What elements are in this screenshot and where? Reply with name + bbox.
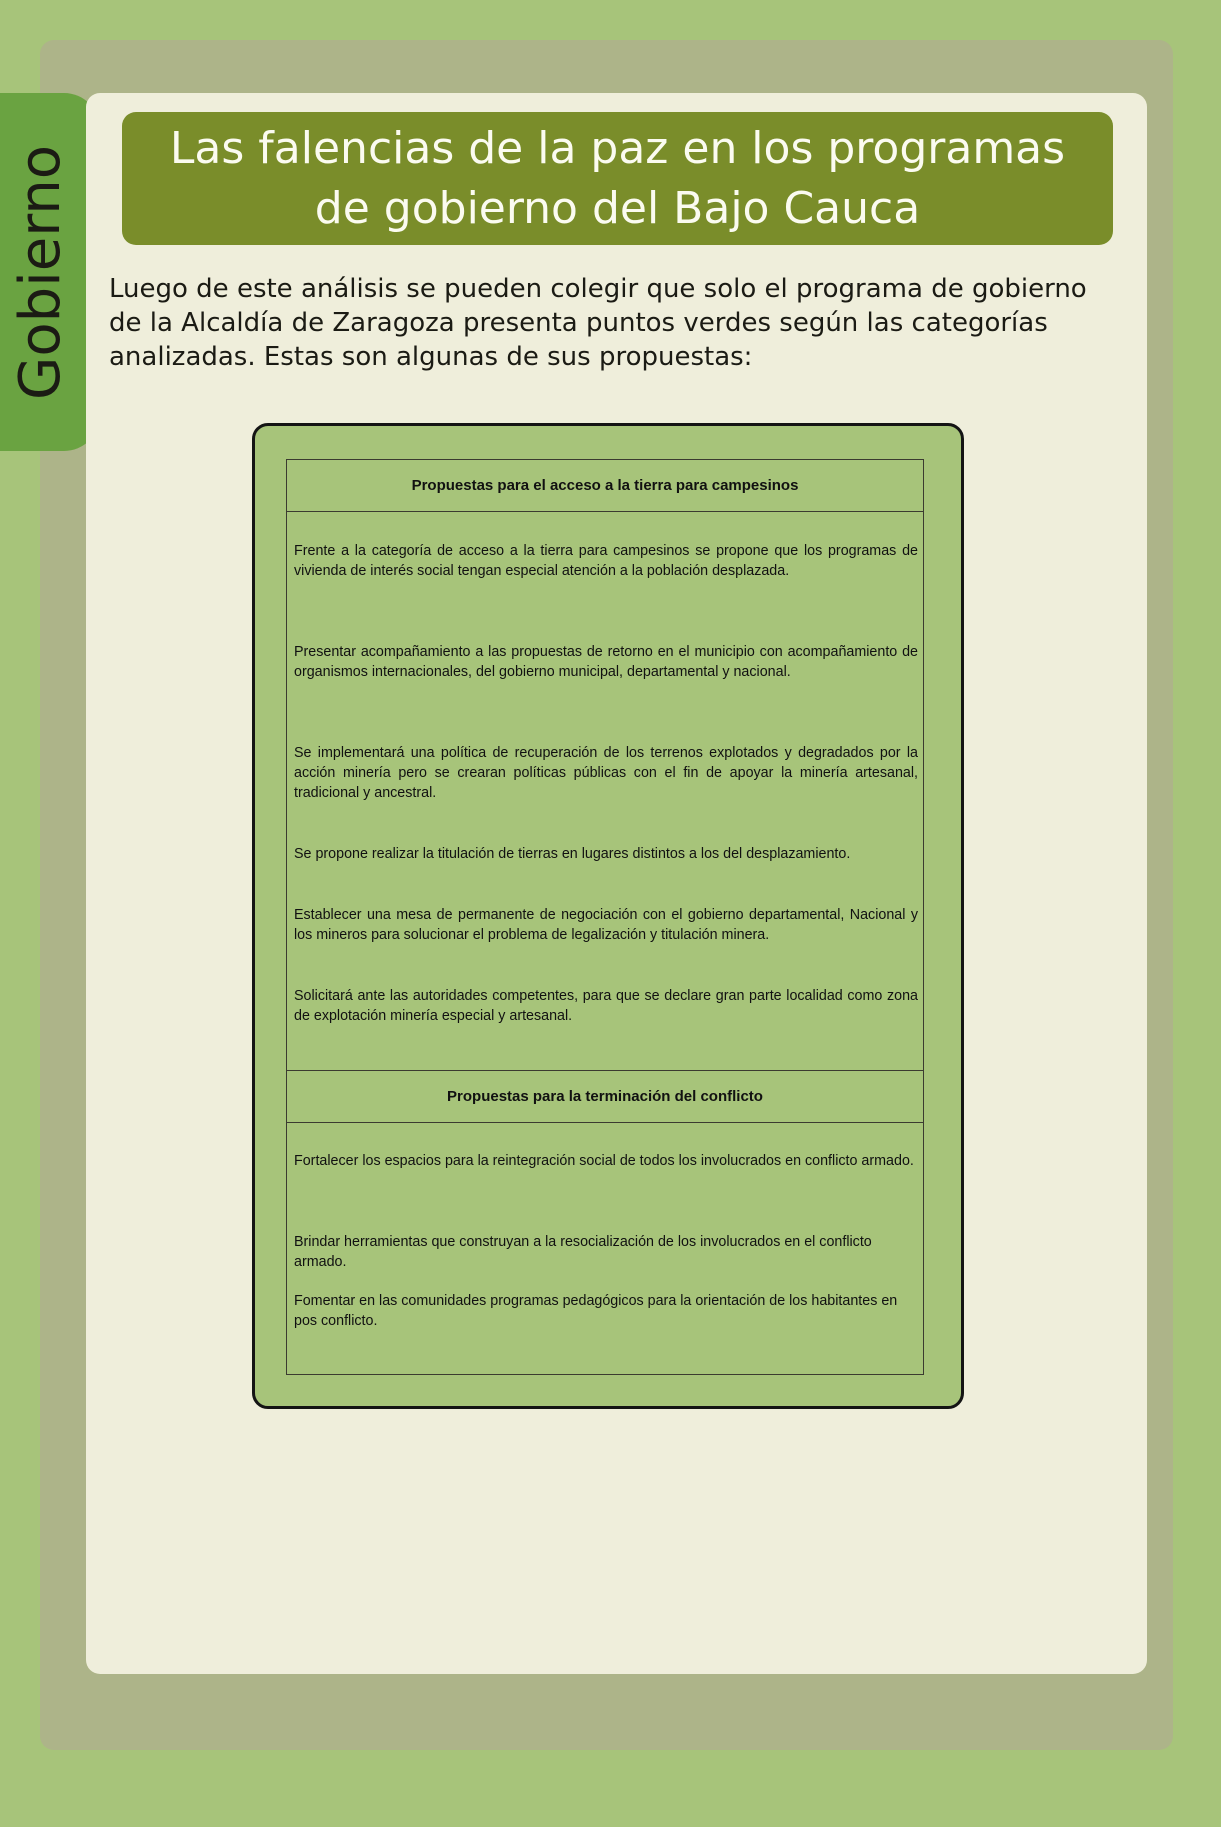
list-item: Brindar herramientas que construyan a la resocialización de los involucrados en el conflicto armado.	[294, 1234, 872, 1270]
section-tab-label: Gobierno	[7, 144, 73, 400]
table-heading-conflict-termination: Propuestas para la terminación del conflicto	[287, 1070, 923, 1123]
list-item: Se implementará una política de recuperación de los terrenos explotados y degradados por la acción minería pero se crearan políticas públicas con el fin de apoyar la minería artesanal, tradicional y ancestral.	[294, 745, 918, 801]
list-item: Fomentar en las comunidades programas pedagógicos para la orientación de los habitantes en pos conflicto.	[294, 1293, 898, 1329]
proposals-table	[286, 459, 924, 1375]
list-item: Establecer una mesa de permanente de negociación con el gobierno departamental, Nacional y los mineros para solucionar el problema de legalización y titulación minera.	[294, 907, 918, 943]
table-heading-land-access: Propuestas para el acceso a la tierra para campesinos	[287, 460, 923, 512]
list-item: Fortalecer los espacios para la reintegración social de todos los involucrados en conflicto armado.	[294, 1153, 914, 1169]
page-title: Las falencias de la paz en los programas de gobierno del Bajo Cauca	[169, 122, 1066, 234]
list-item: Se propone realizar la titulación de tierras en lugares distintos a los del desplazamiento.	[294, 846, 851, 862]
intro-paragraph: Luego de este análisis se pueden colegir que solo el programa de gobierno de la Alcaldía de Zaragoza presenta puntos verdes según las categorías analizadas. Estas son algunas de sus propuestas:	[109, 274, 1087, 372]
title-banner	[122, 112, 1113, 245]
section-tab-label-wrap	[0, 93, 80, 451]
list-item: Frente a la categoría de acceso a la tierra para campesinos se propone que los programas de vivienda de interés social tengan especial atención a la población desplazada.	[294, 543, 918, 579]
list-item: Solicitará ante las autoridades competentes, para que se declare gran parte localidad como zona de explotación minería especial y artesanal.	[294, 988, 918, 1024]
list-item: Presentar acompañamiento a las propuestas de retorno en el municipio con acompañamiento de organismos internacionales, del gobierno municipal, departamental y nacional.	[294, 644, 918, 680]
